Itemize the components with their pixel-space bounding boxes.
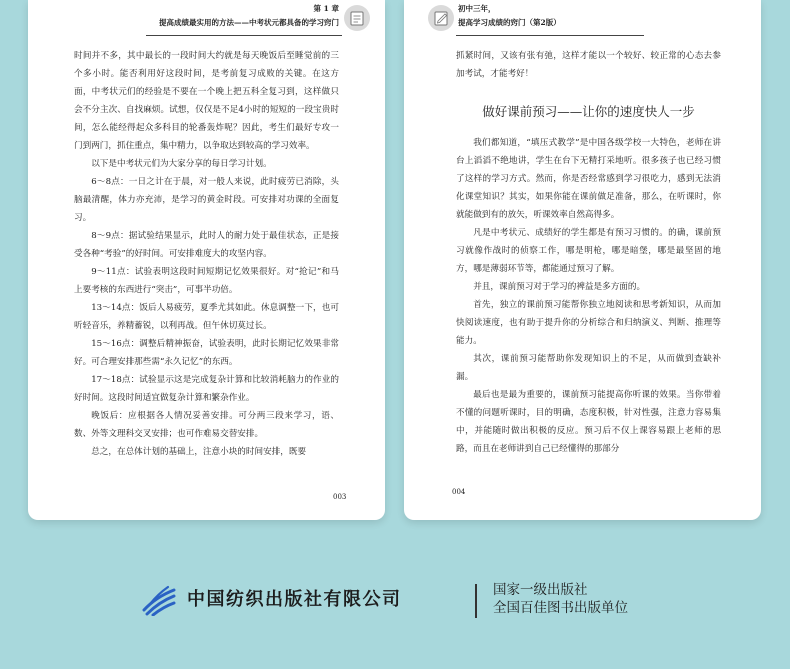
paragraph: 晚饭后：应根据各人情况妥善安排。可分两三段来学习，语、数、外等文理科交叉安排；也可作难易交替安排。 [74,411,339,439]
body-text [74,47,339,461]
left-page [28,0,385,520]
notebook-icon [344,5,370,31]
footer-divider [475,584,477,618]
paragraph: 其次，课前预习能帮助你发现知识上的不足，从而做到查缺补漏。 [456,354,721,382]
header-rule [146,35,342,36]
paragraph: 以下是中考状元们为大家分享的每日学习计划。 [91,159,272,169]
paragraph: 最后也是最为重要的，课前预习能提高你听课的效果。当你带着不懂的问题听课时，目的明确，态度积极，针对性强，注意力容易集中，并能随时做出积极的反应。预习后不仅上课容易跟上老师的思路，而且在老师讲到自己已经懂得的那部分 [456,390,721,454]
publisher-name: 中国纺织出版社有限公司 [187,589,402,610]
notebook-icon [428,5,454,31]
paragraph: 凡是中考状元、成绩好的学生都是有预习习惯的。的确，课前预习就像作战时的侦察工作，哪是明枪，哪是暗堡，哪是最坚固的地方，哪是薄弱环节等，都能通过预习了解。 [456,228,721,274]
header-rule [456,35,644,36]
paragraph: 9～11点：试验表明这段时间短期记忆效果很好。对“抢记”和马上要考核的东西进行“突击”，可事半功倍。 [74,267,339,295]
paragraph: 时间并不多，其中最长的一段时间大约就是每天晚饭后至睡觉前的三个多小时。能否利用好这段时间，是考前复习成败的关键。在这方面，中考状元们的经验是不要在一个晚上把五科全复习到，这样做只会不分主次、自找麻烦。试想，仅仅是不足4小时的短短的一段宝贵时间，怎么能经得起众多科目的轮番轰炸呢？因此，考生们最好专攻一门到两门，抓住重点，集中精力，以争取达到较高的学习效率。 [74,51,339,151]
paragraph: 首先，独立的课前预习能帮你独立地阅读和思考新知识，从而加快阅读速度，也有助于提升你的分析综合和归纳演义、判断、推理等能力。 [456,300,721,346]
publisher-footer [0,580,790,630]
chapter-label: 第 1 章 [313,4,339,13]
paragraph: 抓紧时间，又该有张有弛，这样才能以一个较好、较正常的心态去参加考试，才能考好！ [456,51,721,79]
body-text [456,47,721,458]
page-number: 003 [333,493,347,501]
paragraph: 并且，课前预习对于学习的裨益是多方面的。 [473,282,646,292]
chapter-label: 初中三年， [458,4,496,13]
page-number: 004 [452,488,466,496]
paragraph: 15～16点：调整后精神振奋，试验表明，此时长期记忆效果非常好。可合理安排那些需“永久记忆”的东西。 [74,339,339,367]
paragraph: 我们都知道，“填压式教学”是中国各级学校一大特色，老师在讲台上滔滔不绝地讲，学生在台下无精打采地听。很多孩子也已经习惯了这样的学习方式。然而，你是否经常感到学习很吃力，感到无法消化课堂知识？其实，如果你能在课前做足准备，那么，在听课时，你就能做到有的放矢，听课效率自然高得多。 [456,138,721,220]
running-title: 提高学习成绩的窍门（第2版） [458,18,561,27]
paragraph: 17～18点：试验显示这是完成复杂计算和比较消耗脑力的作业的好时间。这段时间适宜做复杂计算和繁杂作业。 [74,375,339,403]
paragraph: 6～8点：一日之计在于晨，对一般人来说，此时疲劳已消除，头脑最清醒，体力亦充沛，是学习的黄金时段。可安排对功课的全面复习。 [74,177,339,223]
paragraph: 8～9点：据试验结果显示，此时人的耐力处于最佳状态，正是接受各种“考验”的好时间。可安排难度大的攻坚内容。 [74,231,339,259]
publisher-tagline: 全国百佳图书出版单位 [493,600,628,616]
paragraph: 13～14点：饭后人易疲劳，夏季尤其如此。休息调整一下，也可听轻音乐，养精蓄锐，以利再战。但午休切莫过长。 [74,303,339,331]
paragraph: 总之，在总体计划的基础上，注意小块的时间安排，既要 [91,447,307,457]
right-page [404,0,761,520]
running-title: 提高成绩最实用的方法——中考状元都具备的学习窍门 [159,18,339,27]
publisher-tagline: 国家一级出版社 [493,582,588,598]
publisher-logo-icon [142,584,176,616]
section-title: 做好课前预习——让你的速度快人一步 [482,104,695,119]
